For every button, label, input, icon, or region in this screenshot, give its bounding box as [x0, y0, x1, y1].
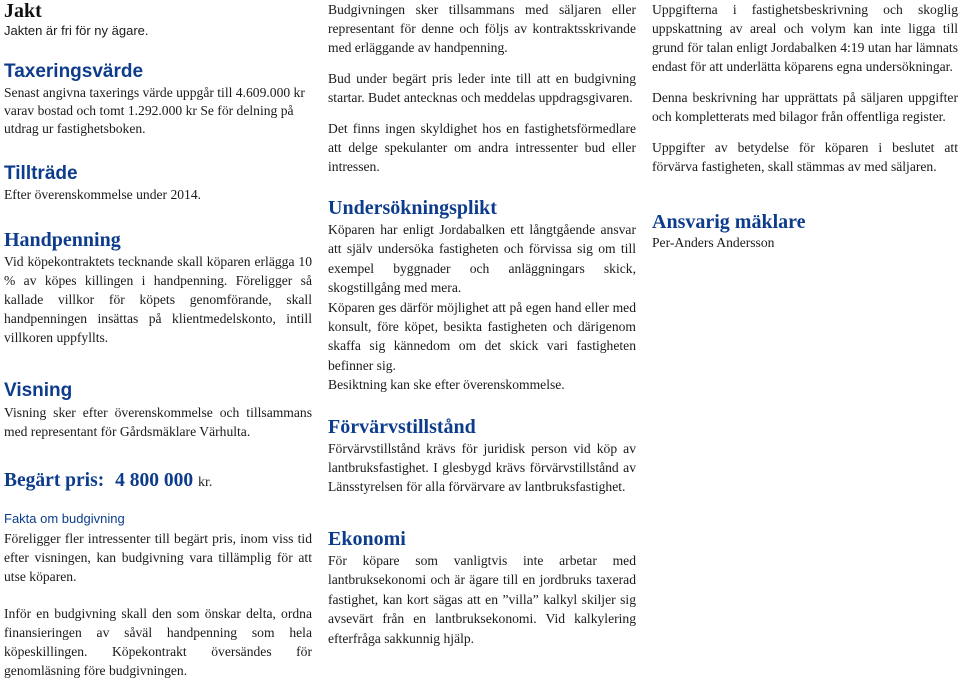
price-amount: 4 800 000 — [115, 470, 194, 491]
text-budgivning-intro-2: Bud under begärt pris leder inte till att en budgivning startar. Budet antecknas och meddelas uppdragsgivaren. — [328, 71, 636, 105]
heading-ansvarig-maklare: Ansvarig mäklare — [652, 211, 806, 233]
column-left — [4, 0, 312, 680]
heading-ekonomi: Ekonomi — [328, 527, 406, 550]
section-ansvarig-maklare — [652, 210, 958, 252]
section-budgivning — [4, 509, 312, 680]
text-jakt: Jakten är fri för ny ägare. — [4, 23, 149, 38]
heading-budgivning: Fakta om budgivning — [4, 511, 125, 526]
text-maklare-name: Per-Anders Andersson — [652, 235, 775, 250]
text-uppgifter-2: Denna beskrivning har upprättats på säljaren uppgifter och kompletterats med bilagor från offentliga register. — [652, 90, 958, 124]
heading-taxeringsvarde: Taxeringsvärde — [4, 61, 144, 82]
text-budgivning-intro-1: Budgivningen sker tillsammans med säljaren eller representant för denne och följs av kontraktsskrivande med erläggande av handpenning. — [328, 2, 636, 55]
section-forvarvstillstand — [328, 415, 636, 497]
text-budgivning-1: Föreligger fler intressenter till begärt pris, inom viss tid efter visningen, kan budgivning vara tillämplig för att utse köparen. — [4, 530, 312, 584]
price-line — [4, 469, 312, 495]
text-undersokning-1: Köparen har enligt Jordabalken ett långtgående ansvar att själv undersöka fastigheten och förvissa sig om till exempel byggnader och anläggningars skick, skogstillgång med mera. — [328, 222, 636, 296]
text-budgivning-2: Inför en budgivning skall den som önskar delta, ordna finansieringen av såväl handpenning som hela köpeskillingen. Köpekontrakt översändes för genomläsning före budgivningen. — [4, 605, 312, 678]
section-pris — [4, 469, 312, 495]
text-undersokning-3: Besiktning kan ske efter överenskommelse. — [328, 377, 565, 393]
text-handpenning-1b: Föreligger så kallade villkor för köpets genomförande, skall handpenningen insättas på klientmedelskonto, intill villkoren uppfyllts. — [4, 273, 312, 345]
text-handpenning-1 — [4, 252, 312, 347]
section-tilltrade — [4, 162, 312, 204]
heading-tilltrade: Tillträde — [4, 163, 78, 184]
text-tilltrade: Efter överenskommelse under 2014. — [4, 187, 202, 202]
text-uppgifter-3: Uppgifter av betydelse för köparen i beslutet att förvärva fastigheten, skall stämmas av med säljaren. — [652, 140, 958, 174]
text-budgivning-intro-3: Det finns ingen skyldighet hos en fastighetsförmedlare att delge spekulanter om andra intressenter bud eller intressen. — [328, 121, 636, 174]
section-jakt — [4, 0, 312, 40]
heading-undersokningsplikt: Undersökningsplikt — [328, 197, 497, 219]
heading-jakt: Jakt — [4, 0, 42, 22]
section-handpenning — [4, 228, 312, 347]
section-undersokningsplikt — [328, 196, 636, 395]
text-forvarv: Förvärvstillstånd krävs för juridisk person vid köp av lantbruksfastighet. I glesbygd krävs förvärvstillstånd av Länsstyrelsen för alla förvärvare av lantbruksfastighet. — [328, 440, 636, 495]
heading-forvarvstillstand: Förvärvstillstånd — [328, 415, 476, 438]
heading-visning: Visning — [4, 380, 73, 401]
column-right — [652, 0, 958, 252]
section-visning — [4, 379, 312, 441]
heading-handpenning: Handpenning — [4, 229, 121, 251]
price-unit: kr. — [197, 475, 213, 490]
price-label: Begärt pris: — [4, 470, 105, 491]
text-ekonomi: För köpare som vanligtvis inte arbetar med lantbruksekonomi och är ägare till en jordbruks taxerad fastighet, kan kort sägas att en ”villa” kalkyl skiljer sig avsevärt från en lantbruksekonomi. Vid kalkylering efterfråga sakkunnig hjälp. — [328, 552, 636, 646]
text-visning: Visning sker efter överenskommelse och tillsammans med representant för Gårdsmäklare Värhulta. — [4, 405, 312, 439]
column-middle — [328, 0, 636, 648]
text-taxeringsvarde: Senast angivna taxerings värde uppgår till 4.609.000 kr varav bostad och tomt 1.292.000 kr Se för delning på utdrag ur fastighetsboken. — [4, 85, 305, 136]
section-taxeringsvarde — [4, 60, 312, 138]
text-handpenning-1a: Vid köpekontraktets tecknande skall köparen erlägga 10 % av köpes killingen i handpenning. — [4, 254, 312, 288]
text-uppgifter-1: Uppgifterna i fastighetsbeskrivning och skoglig uppskattning av areal och volym kan inte ligga till grund för talan enligt Jordabalken 4:19 utan har lämnats endast för att underlätta köparens egna undersökningar. — [652, 2, 958, 74]
section-ekonomi — [328, 527, 636, 648]
text-undersokning-2: Köparen ges därför möjlighet att på egen hand eller med konsult, före köpet, besikta fastigheten och därigenom skaffa sig kännedom om det skick vari fastigheten befinner sig. — [328, 299, 636, 373]
